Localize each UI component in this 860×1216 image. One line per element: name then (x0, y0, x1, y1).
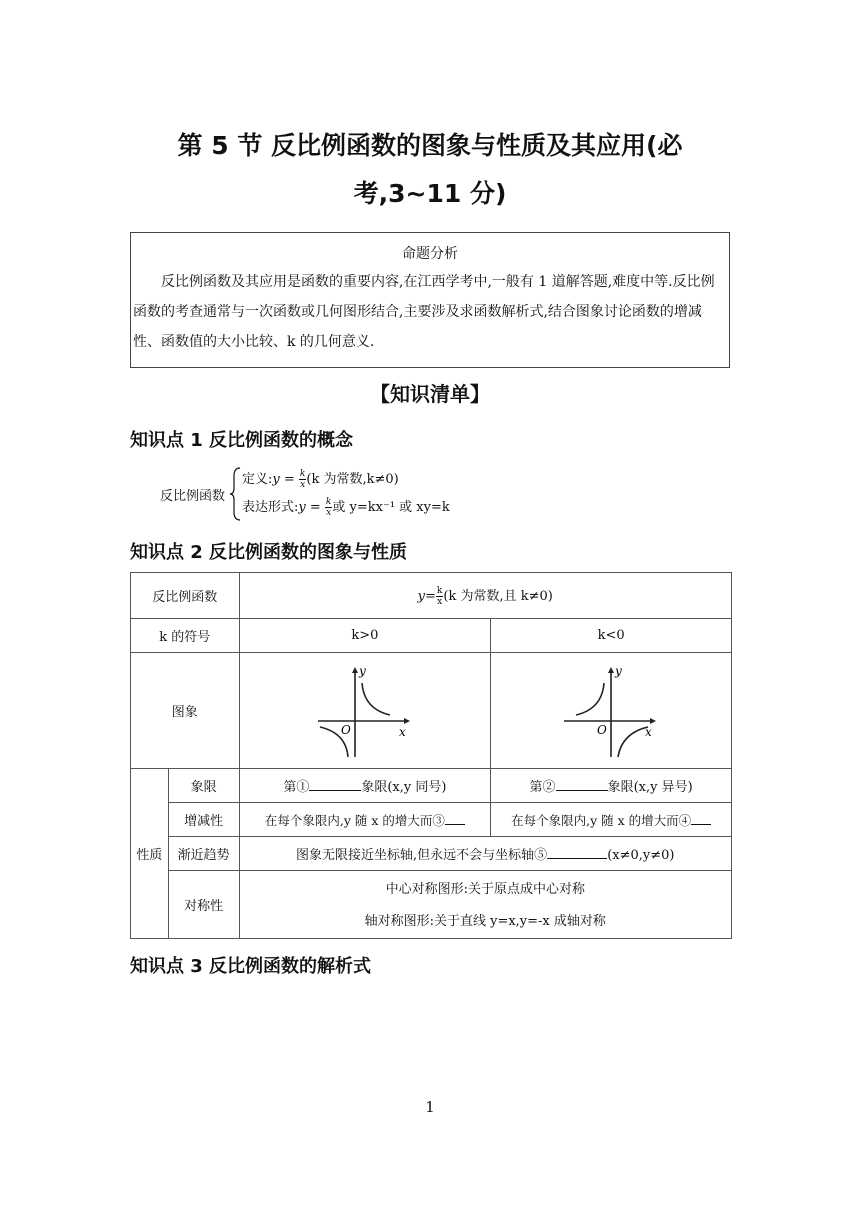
kp3-heading: 知识点 3 反比例函数的解析式 (130, 956, 372, 977)
origin-label: O (597, 722, 607, 737)
quadrant-pos-b: 象限(x,y 同号) (361, 780, 447, 795)
axis-y-label: y (615, 663, 622, 678)
table-row-quadrant (131, 769, 732, 803)
axis-x-label: x (645, 724, 652, 739)
asym-b: (x≠0,y≠0) (607, 848, 675, 863)
quadrant-positive (239, 769, 491, 803)
hyperbola-negative-graph (556, 659, 666, 759)
analysis-box (130, 232, 730, 368)
k-negative: k<0 (491, 619, 732, 653)
graph-k-positive (239, 653, 491, 769)
kp1-form-y: y = (298, 500, 321, 515)
asym-value (239, 837, 731, 871)
blank-5 (547, 846, 607, 859)
kp2-heading: 知识点 2 反比例函数的图象与性质 (130, 542, 408, 563)
table-row-monotonic (131, 803, 732, 837)
table-row-sign (131, 619, 732, 653)
kp1-form-suffix: 或 y=kx⁻¹ 或 xy=k (332, 500, 450, 515)
properties-table (130, 572, 732, 939)
kp1-def-prefix: 定义: (242, 472, 273, 487)
mono-pos-text: 在每个象限内,y 随 x 的增大而③ (264, 812, 445, 828)
props-label: 性质 (131, 769, 169, 939)
quadrant-neg-a: 第② (529, 780, 556, 795)
row-func-label: 反比例函数 (131, 573, 240, 619)
quadrant-pos-a: 第① (283, 780, 310, 795)
kp1-form-den: x (326, 508, 332, 518)
table-row-graph (131, 653, 732, 769)
section-title: 【知识清单】 (370, 382, 490, 406)
quadrant-neg-b: 象限(x,y 异号) (607, 780, 693, 795)
axis-x-label: x (398, 724, 406, 739)
mono-negative (491, 803, 732, 837)
asym-a: 图象无限接近坐标轴,但永远不会与坐标轴⑤ (296, 848, 548, 863)
kp1-heading: 知识点 1 反比例函数的概念 (130, 430, 354, 451)
sym-center: 中心对称图形:关于原点成中心对称 (385, 881, 585, 897)
kp1-definition (242, 468, 399, 490)
row-func-suffix: (k 为常数,且 k≠0) (443, 588, 553, 604)
page-number: 1 (425, 1098, 435, 1116)
table-row-function (131, 573, 732, 619)
row-func-den: x (437, 596, 443, 607)
analysis-body: 反比例函数及其应用是函数的重要内容,在江西学考中,一般有 1 道解答题,难度中等.反比例函数的考查通常与一次函数或几何图形结合,主要涉及求函数解析式,结合图象讨论函数的增减性、函数值的大小比较、k 的几何意义. (133, 274, 715, 350)
quadrant-negative (491, 769, 732, 803)
kp1-label: 反比例函数 (160, 489, 226, 504)
kp1-form-num: k (325, 497, 332, 507)
mono-positive (239, 803, 491, 837)
hyperbola-positive-graph (310, 659, 420, 759)
kp1-def-num: k (299, 469, 306, 479)
row-func-num: k (436, 585, 443, 596)
title-line-1: 第 5 节 反比例函数的图象与性质及其应用(必 (177, 131, 683, 160)
asym-label: 渐近趋势 (168, 837, 239, 871)
kp1-def-den: x (300, 480, 306, 490)
row-func-prefix: y= (417, 588, 436, 604)
quadrant-label: 象限 (168, 769, 239, 803)
graph-k-negative (491, 653, 732, 769)
axis-y-label: y (358, 663, 366, 678)
sym-value (239, 871, 731, 939)
sym-axis: 轴对称图形:关于直线 y=x,y=-x 成轴对称 (364, 913, 606, 929)
k-positive: k>0 (239, 619, 491, 653)
blank-3 (445, 812, 465, 825)
row-graph-label: 图象 (131, 653, 240, 769)
origin-label: O (340, 722, 351, 737)
sym-label: 对称性 (168, 871, 239, 939)
table-row-asymptote (131, 837, 732, 871)
blank-4 (691, 812, 711, 825)
mono-neg-text: 在每个象限内,y 随 x 的增大而④ (511, 812, 692, 828)
kp1-def-suffix: (k 为常数,k≠0) (306, 472, 399, 487)
row-func-value (239, 573, 731, 619)
table-row-symmetry (131, 871, 732, 939)
kp1-brace (228, 466, 242, 522)
page-title (0, 122, 860, 218)
kp1-form (242, 496, 450, 518)
analysis-heading: 命题分析 (402, 246, 458, 262)
kp1-form-prefix: 表达形式: (242, 500, 299, 515)
row-sign-label: k 的符号 (131, 619, 240, 653)
blank-2 (556, 778, 608, 791)
title-line-2: 考,3~11 分) (353, 179, 507, 208)
mono-label: 增减性 (168, 803, 239, 837)
kp1-def-y: y = (272, 472, 295, 487)
blank-1 (309, 778, 361, 791)
